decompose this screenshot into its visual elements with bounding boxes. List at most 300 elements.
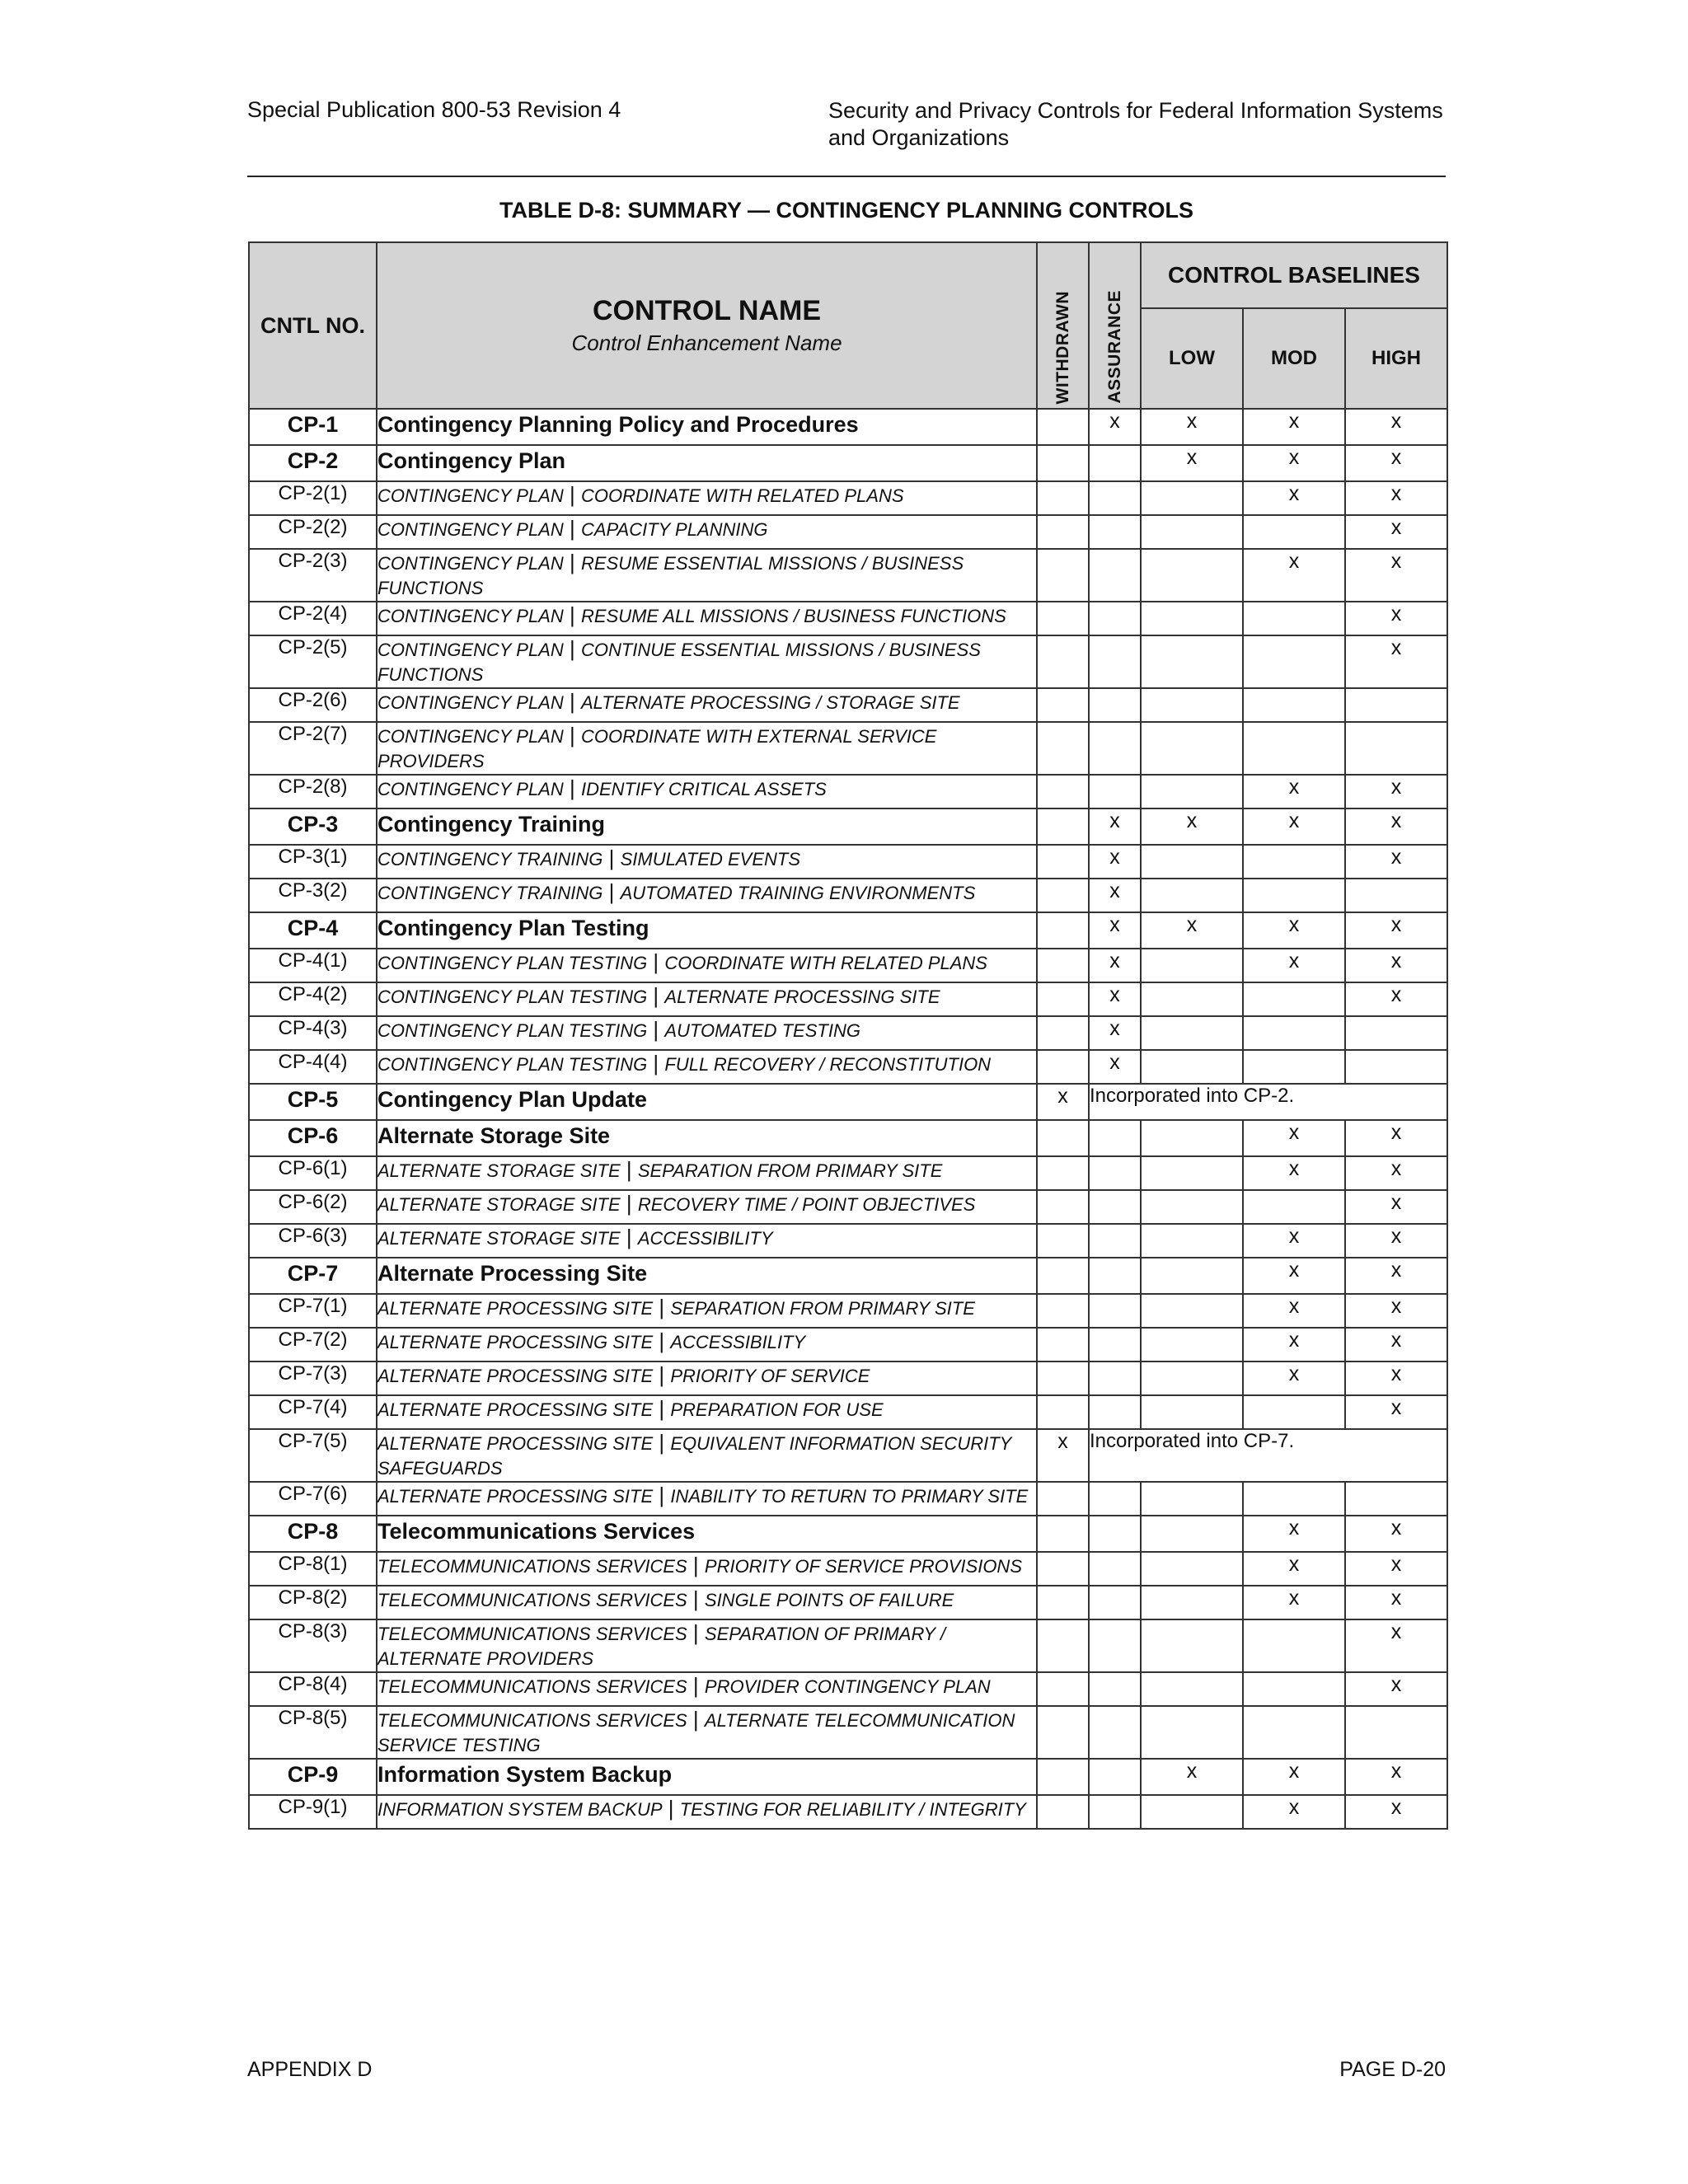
assurance-mark <box>1089 1156 1141 1190</box>
baseline-low-mark <box>1141 1586 1243 1619</box>
enhancement-parent: CONTINGENCY PLAN <box>377 606 564 626</box>
baseline-mod-mark: x <box>1243 775 1345 808</box>
withdrawn-mark <box>1037 879 1089 912</box>
enhancement-parent: TELECOMMUNICATIONS SERVICES <box>377 1590 687 1610</box>
enhancement-name <box>377 1361 1037 1395</box>
separator: | <box>563 550 581 574</box>
withdrawn-mark <box>1037 1156 1089 1190</box>
enhancement-name <box>377 1482 1037 1516</box>
control-number: CP-8(2) <box>249 1586 377 1619</box>
enhancement-parent: CONTINGENCY PLAN TESTING <box>377 1020 648 1041</box>
separator: | <box>662 1796 680 1821</box>
separator: | <box>647 1017 665 1042</box>
enhancement-parent: CONTINGENCY PLAN <box>377 485 564 506</box>
enhancement-name <box>377 1706 1037 1759</box>
enhancement-name <box>377 879 1037 912</box>
baseline-high-mark <box>1345 1016 1447 1050</box>
baseline-high-mark: x <box>1345 1619 1447 1672</box>
withdrawn-mark <box>1037 1552 1089 1586</box>
baseline-low-mark <box>1141 949 1243 982</box>
separator: | <box>647 983 665 1008</box>
separator: | <box>647 949 665 974</box>
control-number: CP-7(4) <box>249 1395 377 1429</box>
enhancement-title: ALTERNATE TELECOMMUNICATION SERVICE TESTING <box>377 1710 1015 1755</box>
table-row <box>249 1294 1447 1328</box>
assurance-mark: x <box>1089 879 1141 912</box>
withdrawn-mark <box>1037 635 1089 688</box>
assurance-mark <box>1089 635 1141 688</box>
baseline-low-mark <box>1141 1156 1243 1190</box>
header-mod: MOD <box>1243 308 1345 409</box>
assurance-mark: x <box>1089 1050 1141 1084</box>
separator: | <box>620 1157 638 1182</box>
table-row <box>249 1395 1447 1429</box>
baseline-low-mark <box>1141 1294 1243 1328</box>
enhancement-title: CONTINUE ESSENTIAL MISSIONS / BUSINESS FUNCTIONS <box>377 640 981 685</box>
enhancement-name <box>377 515 1037 549</box>
enhancement-parent: CONTINGENCY PLAN TESTING <box>377 1054 648 1075</box>
table-row <box>249 1258 1447 1294</box>
baseline-mod-mark <box>1243 1672 1345 1706</box>
control-number: CP-7(2) <box>249 1328 377 1361</box>
enhancement-parent: CONTINGENCY PLAN <box>377 692 564 713</box>
baseline-low-mark <box>1141 515 1243 549</box>
baseline-low-mark <box>1141 1795 1243 1829</box>
baseline-mod-mark: x <box>1243 549 1345 602</box>
withdrawn-mark <box>1037 1795 1089 1829</box>
table-row <box>249 481 1447 515</box>
assurance-mark <box>1089 1482 1141 1516</box>
table-row <box>249 1552 1447 1586</box>
baseline-high-mark: x <box>1345 845 1447 879</box>
withdrawn-mark <box>1037 722 1089 775</box>
baseline-low-mark <box>1141 1016 1243 1050</box>
baseline-mod-mark <box>1243 879 1345 912</box>
enhancement-parent: CONTINGENCY PLAN TESTING <box>377 953 648 973</box>
separator: | <box>653 1329 671 1353</box>
enhancement-name <box>377 1016 1037 1050</box>
baseline-mod-mark <box>1243 602 1345 635</box>
control-number: CP-1 <box>249 409 377 445</box>
assurance-mark <box>1089 515 1141 549</box>
withdrawn-mark <box>1037 1482 1089 1516</box>
baseline-high-mark: x <box>1345 1395 1447 1429</box>
header-control-name-label: CONTROL NAME <box>592 295 822 326</box>
withdrawn-mark <box>1037 982 1089 1016</box>
enhancement-title: AUTOMATED TESTING <box>664 1020 860 1041</box>
control-number: CP-4(4) <box>249 1050 377 1084</box>
separator: | <box>687 1620 705 1645</box>
baseline-high-mark: x <box>1345 445 1447 481</box>
separator: | <box>620 1225 638 1249</box>
baseline-mod-mark <box>1243 982 1345 1016</box>
withdrawn-mark <box>1037 445 1089 481</box>
baseline-mod-mark: x <box>1243 1552 1345 1586</box>
enhancement-title: SINGLE POINTS OF FAILURE <box>704 1590 954 1610</box>
assurance-mark <box>1089 1395 1141 1429</box>
enhancement-parent: CONTINGENCY PLAN <box>377 726 564 747</box>
enhancement-parent: ALTERNATE PROCESSING SITE <box>377 1486 654 1507</box>
control-number: CP-4(3) <box>249 1016 377 1050</box>
baseline-mod-mark: x <box>1243 1224 1345 1258</box>
table-row <box>249 1586 1447 1619</box>
withdrawn-mark <box>1037 1190 1089 1224</box>
withdrawn-mark <box>1037 775 1089 808</box>
table-body <box>249 409 1447 1829</box>
table-row <box>249 982 1447 1016</box>
control-number: CP-3 <box>249 808 377 845</box>
enhancement-title: CAPACITY PLANNING <box>580 519 768 540</box>
assurance-mark <box>1089 1190 1141 1224</box>
assurance-mark <box>1089 1706 1141 1759</box>
assurance-mark <box>1089 1516 1141 1552</box>
table-row <box>249 515 1447 549</box>
assurance-mark <box>1089 1795 1141 1829</box>
withdrawn-mark <box>1037 409 1089 445</box>
table-row <box>249 602 1447 635</box>
baseline-high-mark <box>1345 688 1447 722</box>
enhancement-parent: CONTINGENCY PLAN <box>377 779 564 799</box>
table-row <box>249 1050 1447 1084</box>
control-number: CP-4(1) <box>249 949 377 982</box>
table-row <box>249 1084 1447 1120</box>
baseline-high-mark: x <box>1345 549 1447 602</box>
withdrawn-mark <box>1037 1120 1089 1156</box>
baseline-mod-mark: x <box>1243 1795 1345 1829</box>
table-row <box>249 1482 1447 1516</box>
enhancement-parent: CONTINGENCY PLAN TESTING <box>377 987 648 1007</box>
enhancement-title: EQUIVALENT INFORMATION SECURITY SAFEGUARDS <box>377 1433 1011 1479</box>
control-number: CP-2(6) <box>249 688 377 722</box>
baseline-mod-mark <box>1243 845 1345 879</box>
baseline-low-mark <box>1141 1190 1243 1224</box>
baseline-high-mark: x <box>1345 1190 1447 1224</box>
withdrawn-mark: x <box>1037 1429 1089 1482</box>
baseline-low-mark <box>1141 549 1243 602</box>
table-row <box>249 1429 1447 1482</box>
assurance-mark <box>1089 445 1141 481</box>
controls-summary-table <box>248 241 1448 1830</box>
control-name: Alternate Processing Site <box>377 1258 1037 1294</box>
control-number: CP-8(4) <box>249 1672 377 1706</box>
baseline-high-mark <box>1345 1050 1447 1084</box>
control-number: CP-3(2) <box>249 879 377 912</box>
baseline-low-mark <box>1141 1672 1243 1706</box>
assurance-mark <box>1089 1258 1141 1294</box>
enhancement-name <box>377 635 1037 688</box>
baseline-high-mark: x <box>1345 1795 1447 1829</box>
table-row <box>249 1795 1447 1829</box>
table-row <box>249 1361 1447 1395</box>
assurance-mark: x <box>1089 949 1141 982</box>
header-withdrawn-label: WITHDRAWN <box>1053 290 1072 404</box>
enhancement-name <box>377 1050 1037 1084</box>
baseline-high-mark <box>1345 1482 1447 1516</box>
enhancement-title: COORDINATE WITH RELATED PLANS <box>580 485 904 506</box>
enhancement-name <box>377 775 1037 808</box>
table-row <box>249 549 1447 602</box>
enhancement-name <box>377 1190 1037 1224</box>
baseline-high-mark: x <box>1345 1672 1447 1706</box>
withdrawn-mark <box>1037 515 1089 549</box>
table-row <box>249 445 1447 481</box>
enhancement-name <box>377 722 1037 775</box>
baseline-high-mark: x <box>1345 808 1447 845</box>
table-row <box>249 1016 1447 1050</box>
control-number: CP-8(3) <box>249 1619 377 1672</box>
control-number: CP-2(5) <box>249 635 377 688</box>
baseline-mod-mark <box>1243 688 1345 722</box>
baseline-mod-mark: x <box>1243 1294 1345 1328</box>
baseline-low-mark <box>1141 1516 1243 1552</box>
baseline-mod-mark: x <box>1243 1361 1345 1395</box>
control-name: Contingency Plan <box>377 445 1037 481</box>
enhancement-title: COORDINATE WITH EXTERNAL SERVICE PROVIDERS <box>377 726 937 771</box>
baseline-high-mark: x <box>1345 1361 1447 1395</box>
control-number: CP-8(5) <box>249 1706 377 1759</box>
header-cntl-no: CNTL NO. <box>249 242 377 409</box>
control-name: Information System Backup <box>377 1759 1037 1795</box>
assurance-mark <box>1089 1224 1141 1258</box>
control-number: CP-4(2) <box>249 982 377 1016</box>
enhancement-name <box>377 688 1037 722</box>
enhancement-name <box>377 1294 1037 1328</box>
enhancement-title: PRIORITY OF SERVICE PROVISIONS <box>704 1556 1022 1577</box>
enhancement-parent: TELECOMMUNICATIONS SERVICES <box>377 1676 687 1697</box>
enhancement-title: ALTERNATE PROCESSING / STORAGE SITE <box>580 692 960 713</box>
enhancement-name <box>377 1395 1037 1429</box>
baseline-low-mark <box>1141 602 1243 635</box>
baseline-high-mark: x <box>1345 1156 1447 1190</box>
enhancement-parent: TELECOMMUNICATIONS SERVICES <box>377 1710 687 1731</box>
header-rule <box>247 176 1446 177</box>
separator: | <box>653 1362 671 1387</box>
baseline-high-mark: x <box>1345 1759 1447 1795</box>
control-number: CP-7(5) <box>249 1429 377 1482</box>
separator: | <box>653 1430 671 1455</box>
incorporated-note: Incorporated into CP-7. <box>1089 1429 1447 1482</box>
baseline-high-mark <box>1345 879 1447 912</box>
withdrawn-mark <box>1037 1619 1089 1672</box>
baseline-mod-mark: x <box>1243 1328 1345 1361</box>
withdrawn-mark <box>1037 808 1089 845</box>
baseline-low-mark <box>1141 688 1243 722</box>
enhancement-title: SEPARATION FROM PRIMARY SITE <box>637 1160 943 1181</box>
assurance-mark <box>1089 1586 1141 1619</box>
baseline-mod-mark: x <box>1243 912 1345 949</box>
withdrawn-mark <box>1037 1672 1089 1706</box>
table-row <box>249 1156 1447 1190</box>
control-number: CP-6(2) <box>249 1190 377 1224</box>
table-row <box>249 1759 1447 1795</box>
assurance-mark <box>1089 1294 1141 1328</box>
enhancement-name <box>377 982 1037 1016</box>
table-row <box>249 1672 1447 1706</box>
control-number: CP-7(6) <box>249 1482 377 1516</box>
assurance-mark: x <box>1089 845 1141 879</box>
assurance-mark: x <box>1089 1016 1141 1050</box>
control-number: CP-2(4) <box>249 602 377 635</box>
enhancement-parent: TELECOMMUNICATIONS SERVICES <box>377 1556 687 1577</box>
running-header-left: Special Publication 800-53 Revision 4 <box>247 97 621 122</box>
header-assurance-label: ASSURANCE <box>1104 290 1124 404</box>
assurance-mark <box>1089 1672 1141 1706</box>
header-assurance <box>1089 242 1141 409</box>
enhancement-name <box>377 1795 1037 1829</box>
withdrawn-mark <box>1037 1395 1089 1429</box>
withdrawn-mark <box>1037 912 1089 949</box>
header-withdrawn <box>1037 242 1089 409</box>
control-number: CP-4 <box>249 912 377 949</box>
enhancement-parent: CONTINGENCY PLAN <box>377 519 564 540</box>
assurance-mark: x <box>1089 982 1141 1016</box>
baseline-low-mark <box>1141 1361 1243 1395</box>
control-number: CP-2 <box>249 445 377 481</box>
baseline-low-mark <box>1141 1224 1243 1258</box>
enhancement-title: SEPARATION FROM PRIMARY SITE <box>670 1298 975 1319</box>
withdrawn-mark <box>1037 481 1089 515</box>
assurance-mark <box>1089 722 1141 775</box>
baseline-mod-mark <box>1243 1482 1345 1516</box>
table-row <box>249 409 1447 445</box>
baseline-high-mark: x <box>1345 949 1447 982</box>
running-header-right: Security and Privacy Controls for Federal Information Systems and Organizations <box>828 98 1443 150</box>
control-number: CP-2(7) <box>249 722 377 775</box>
baseline-high-mark <box>1345 722 1447 775</box>
control-number: CP-5 <box>249 1084 377 1120</box>
baseline-low-mark: x <box>1141 912 1243 949</box>
control-number: CP-3(1) <box>249 845 377 879</box>
baseline-high-mark: x <box>1345 635 1447 688</box>
enhancement-parent: ALTERNATE PROCESSING SITE <box>377 1366 654 1386</box>
enhancement-title: SEPARATION OF PRIMARY / ALTERNATE PROVIDERS <box>377 1624 946 1669</box>
separator: | <box>687 1586 705 1611</box>
baseline-low-mark: x <box>1141 808 1243 845</box>
table-row <box>249 1516 1447 1552</box>
header-enhancement-label: Control Enhancement Name <box>571 330 842 355</box>
baseline-low-mark <box>1141 1706 1243 1759</box>
enhancement-title: ACCESSIBILITY <box>637 1228 773 1249</box>
separator: | <box>563 516 581 541</box>
enhancement-title: RESUME ALL MISSIONS / BUSINESS FUNCTIONS <box>580 606 1006 626</box>
control-number: CP-7(3) <box>249 1361 377 1395</box>
baseline-mod-mark <box>1243 1050 1345 1084</box>
baseline-high-mark: x <box>1345 1294 1447 1328</box>
header-control-baselines: CONTROL BASELINES <box>1141 242 1447 308</box>
withdrawn-mark <box>1037 1706 1089 1759</box>
baseline-mod-mark: x <box>1243 1156 1345 1190</box>
enhancement-name <box>377 1224 1037 1258</box>
enhancement-name <box>377 1619 1037 1672</box>
separator: | <box>653 1295 671 1319</box>
enhancement-title: ALTERNATE PROCESSING SITE <box>664 987 940 1007</box>
withdrawn-mark <box>1037 1759 1089 1795</box>
table-row <box>249 775 1447 808</box>
separator: | <box>603 879 621 904</box>
enhancement-title: SIMULATED EVENTS <box>620 849 801 869</box>
withdrawn-mark: x <box>1037 1084 1089 1120</box>
enhancement-name <box>377 602 1037 635</box>
footer-appendix: APPENDIX D <box>247 2058 373 2081</box>
withdrawn-mark <box>1037 1050 1089 1084</box>
control-number: CP-7 <box>249 1258 377 1294</box>
baseline-low-mark <box>1141 1619 1243 1672</box>
assurance-mark <box>1089 549 1141 602</box>
enhancement-parent: CONTINGENCY PLAN <box>377 640 564 660</box>
baseline-high-mark: x <box>1345 1552 1447 1586</box>
baseline-high-mark: x <box>1345 1586 1447 1619</box>
withdrawn-mark <box>1037 949 1089 982</box>
baseline-low-mark <box>1141 1395 1243 1429</box>
baseline-mod-mark: x <box>1243 1516 1345 1552</box>
enhancement-title: TESTING FOR RELIABILITY / INTEGRITY <box>679 1799 1026 1820</box>
baseline-mod-mark <box>1243 1016 1345 1050</box>
control-number: CP-2(8) <box>249 775 377 808</box>
table-row <box>249 808 1447 845</box>
separator: | <box>687 1673 705 1698</box>
enhancement-title: AUTOMATED TRAINING ENVIRONMENTS <box>620 883 976 903</box>
enhancement-title: PRIORITY OF SERVICE <box>670 1366 870 1386</box>
control-number: CP-6 <box>249 1120 377 1156</box>
table-row <box>249 635 1447 688</box>
assurance-mark <box>1089 481 1141 515</box>
enhancement-name <box>377 1552 1037 1586</box>
enhancement-name <box>377 949 1037 982</box>
withdrawn-mark <box>1037 602 1089 635</box>
table-row <box>249 1706 1447 1759</box>
baseline-high-mark: x <box>1345 775 1447 808</box>
enhancement-parent: CONTINGENCY TRAINING <box>377 883 603 903</box>
enhancement-title: IDENTIFY CRITICAL ASSETS <box>580 779 827 799</box>
baseline-high-mark: x <box>1345 1258 1447 1294</box>
enhancement-title: PREPARATION FOR USE <box>670 1399 884 1420</box>
separator: | <box>563 482 581 507</box>
baseline-low-mark <box>1141 1328 1243 1361</box>
enhancement-parent: ALTERNATE STORAGE SITE <box>377 1228 621 1249</box>
enhancement-name <box>377 845 1037 879</box>
enhancement-parent: ALTERNATE PROCESSING SITE <box>377 1298 654 1319</box>
enhancement-title: FULL RECOVERY / RECONSTITUTION <box>664 1054 992 1075</box>
separator: | <box>563 689 581 714</box>
enhancement-parent: ALTERNATE PROCESSING SITE <box>377 1332 654 1352</box>
withdrawn-mark <box>1037 1361 1089 1395</box>
separator: | <box>620 1191 638 1216</box>
control-name: Contingency Plan Testing <box>377 912 1037 949</box>
withdrawn-mark <box>1037 845 1089 879</box>
separator: | <box>687 1707 705 1732</box>
baseline-high-mark: x <box>1345 409 1447 445</box>
assurance-mark <box>1089 602 1141 635</box>
baseline-mod-mark: x <box>1243 1759 1345 1795</box>
withdrawn-mark <box>1037 1328 1089 1361</box>
header-low: LOW <box>1141 308 1243 409</box>
separator: | <box>603 846 621 870</box>
baseline-mod-mark <box>1243 1395 1345 1429</box>
enhancement-title: PROVIDER CONTINGENCY PLAN <box>704 1676 991 1697</box>
baseline-mod-mark: x <box>1243 481 1345 515</box>
table-title: TABLE D-8: SUMMARY — CONTINGENCY PLANNING CONTROLS <box>499 198 1193 223</box>
table-row <box>249 949 1447 982</box>
baseline-low-mark <box>1141 1120 1243 1156</box>
assurance-mark <box>1089 1361 1141 1395</box>
enhancement-name <box>377 481 1037 515</box>
baseline-low-mark <box>1141 722 1243 775</box>
control-name: Contingency Plan Update <box>377 1084 1037 1120</box>
withdrawn-mark <box>1037 1224 1089 1258</box>
baseline-high-mark: x <box>1345 982 1447 1016</box>
withdrawn-mark <box>1037 1586 1089 1619</box>
table-row <box>249 845 1447 879</box>
